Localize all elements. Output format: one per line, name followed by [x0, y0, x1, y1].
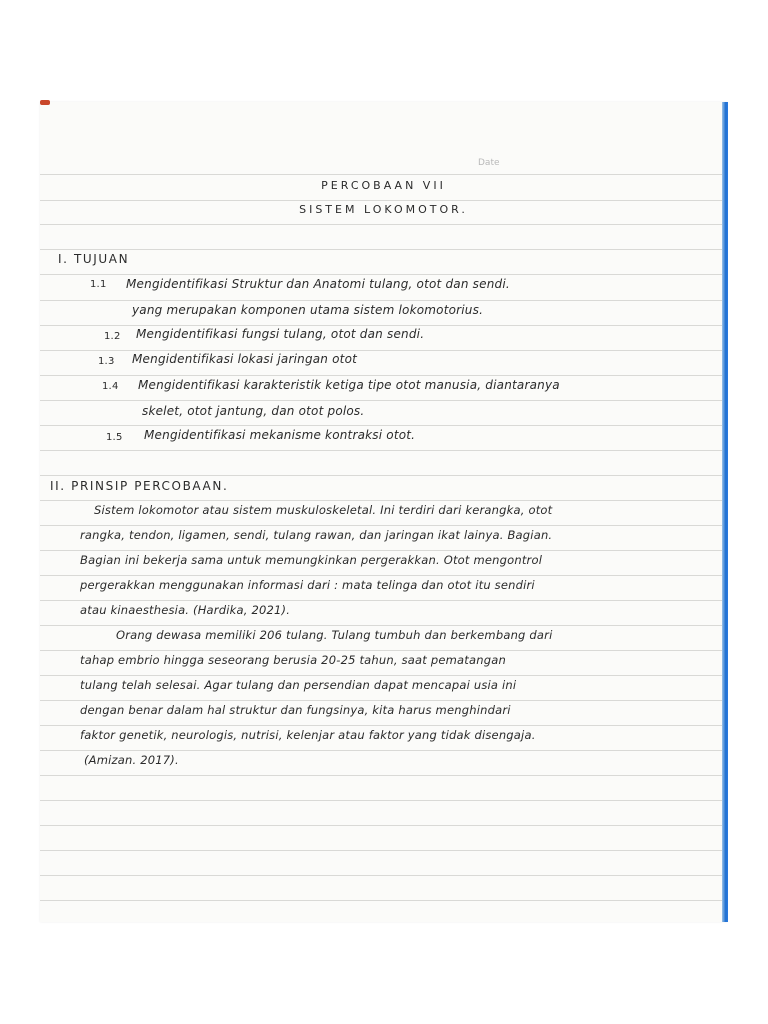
ruled-line: [40, 575, 727, 576]
item-number: 1.3: [98, 356, 115, 367]
ruled-line: [40, 425, 727, 426]
item-number: 1.1: [90, 279, 107, 290]
date-label: Date: [478, 158, 500, 168]
ruled-line: [40, 650, 727, 651]
ruled-line: [40, 875, 727, 876]
ruled-line: [40, 274, 727, 275]
item-number: 1.4: [102, 381, 119, 392]
section-heading-tujuan: I. TUJUAN: [58, 252, 130, 266]
ruled-line: [40, 600, 727, 601]
paragraph-line: rangka, tendon, ligamen, sendi, tulang rawan, dan jaringan ikat lainya. Bagian.: [80, 528, 553, 542]
paragraph-line: tahap embrio hingga seseorang berusia 20-25 tahun, saat pematangan: [80, 653, 506, 667]
ruled-line: [40, 750, 727, 751]
ruled-line: [40, 550, 727, 551]
item-text: Mengidentifikasi Struktur dan Anatomi tulang, otot dan sendi.: [126, 277, 510, 291]
ruled-line: [40, 300, 727, 301]
item-text: Mengidentifikasi mekanisme kontraksi otot.: [144, 428, 416, 442]
item-text: Mengidentifikasi fungsi tulang, otot dan sendi.: [136, 327, 425, 341]
paragraph-line: Bagian ini bekerja sama untuk memungkinkan pergerakkan. Otot mengontrol: [80, 553, 543, 567]
page-subtitle: SISTEM LOKOMOTOR.: [299, 203, 468, 216]
paragraph-line: Sistem lokomotor atau sistem muskuloskeletal. Ini terdiri dari kerangka, otot: [94, 503, 553, 517]
item-text: skelet, otot jantung, dan otot polos.: [142, 404, 365, 418]
paragraph-line: Orang dewasa memiliki 206 tulang. Tulang tumbuh dan berkembang dari: [116, 628, 553, 642]
ruled-line: [40, 825, 727, 826]
ruled-line: [40, 249, 727, 250]
ruled-line: [40, 174, 727, 175]
ruled-line: [40, 325, 727, 326]
ruled-line: [40, 375, 727, 376]
paragraph-line: pergerakkan menggunakan informasi dari : mata telinga dan otot itu sendiri: [80, 578, 535, 592]
paragraph-line: (Amizan. 2017).: [84, 753, 179, 767]
ruled-line: [40, 450, 727, 451]
ruled-line: [40, 900, 727, 901]
ruled-line: [40, 224, 727, 225]
item-number: 1.5: [106, 432, 123, 443]
paragraph-line: faktor genetik, neurologis, nutrisi, kelenjar atau faktor yang tidak disengaja.: [80, 728, 536, 742]
notebook-page: [40, 102, 727, 922]
page-title: PERCOBAAN VII: [321, 179, 446, 192]
ruled-line: [40, 525, 727, 526]
item-number: 1.2: [104, 331, 121, 342]
ruled-line: [40, 700, 727, 701]
paragraph-line: dengan benar dalam hal struktur dan fungsinya, kita harus menghindari: [80, 703, 511, 717]
ruled-line: [40, 400, 727, 401]
item-text: yang merupakan komponen utama sistem lokomotorius.: [132, 303, 484, 317]
ruled-line: [40, 800, 727, 801]
ruled-line: [40, 775, 727, 776]
ruled-line: [40, 475, 727, 476]
section-heading-prinsip: II. PRINSIP PERCOBAAN.: [50, 479, 229, 493]
item-text: Mengidentifikasi karakteristik ketiga tipe otot manusia, diantaranya: [138, 378, 560, 392]
ruled-line: [40, 675, 727, 676]
ruled-line: [40, 350, 727, 351]
item-text: Mengidentifikasi lokasi jaringan otot: [132, 352, 358, 366]
page-edge-marker: [40, 100, 50, 105]
ruled-line: [40, 725, 727, 726]
paragraph-line: atau kinaesthesia. (Hardika, 2021).: [80, 603, 291, 617]
ruled-line: [40, 625, 727, 626]
ruled-line: [40, 500, 727, 501]
ruled-line: [40, 850, 727, 851]
ruled-line: [40, 200, 727, 201]
notebook-binding-edge: [722, 102, 728, 922]
paragraph-line: tulang telah selesai. Agar tulang dan persendian dapat mencapai usia ini: [80, 678, 517, 692]
